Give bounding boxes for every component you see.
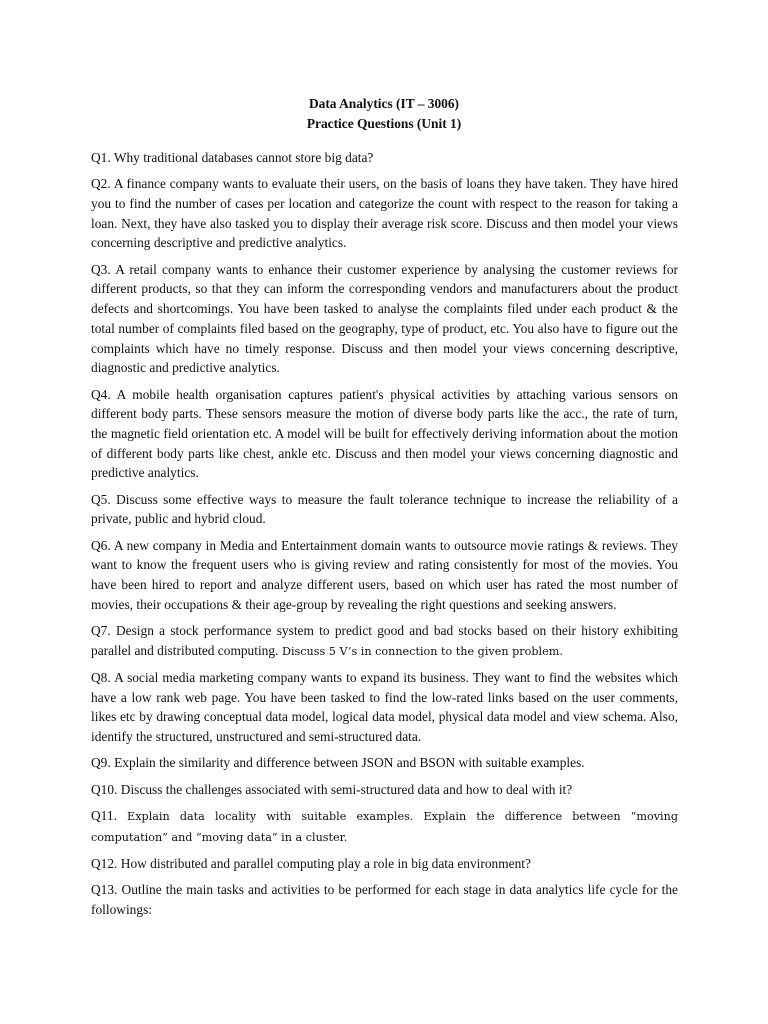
question-7 [91,621,678,661]
question-text: Explain data locality with suitable examples. Explain the difference between “moving computation” and “moving data” in a cluster. [91,810,678,844]
question-6 [91,536,678,615]
question-12 [91,854,678,874]
question-number: Q8. [91,670,111,686]
question-text: A retail company wants to enhance their customer experience by analysing the customer reviews for different products, so that they can inform the corresponding vendors and manufacturers about the product defects and shortcomings. You have been tasked to analyse the complaints filed under each product & the total number of complaints filed based on the geography, type of product, etc. You also have to figure out the complaints which have no timely response. Discuss and then model your views concerning descriptive, diagnostic and predictive analytics. [91,261,679,376]
question-3 [91,260,678,378]
question-number: Q7. [91,623,111,639]
course-title: Data Analytics (IT – 3006) [308,96,460,111]
question-text: A mobile health organisation captures patient's physical activities by attaching various sensors on different body parts. These sensors measure the motion of diverse body parts like the acc., the rate of turn, the magnetic field orientation etc. A model will be built for effectively deriving information about the motion of different body parts like chest, ankle etc. Discuss and then model your views concerning diagnostic and predictive analytics. [91,386,679,481]
question-text: Discuss the challenges associated with semi-structured data and how to deal with it? [120,781,573,797]
question-13 [91,880,678,919]
question-number: Q11. [91,808,117,824]
question-list [91,148,678,926]
question-number: Q13. [91,882,118,898]
question-text: How distributed and parallel computing play a role in big data environment? [120,856,531,872]
question-text: A finance company wants to evaluate their users, on the basis of loans they have taken. They have hired you to find the number of cases per location and categorize the count with respect to the reason for taking a loan. Next, they have also tasked you to display their average risk score. Discuss and then model your views concerning descriptive and predictive analytics. [91,176,679,251]
question-text: Explain the similarity and difference between JSON and BSON with suitable examples. [114,755,585,771]
practice-subtitle: Practice Questions (Unit 1) [306,116,462,131]
question-1 [91,148,678,168]
question-2 [91,174,678,253]
question-number: Q6. [91,537,111,553]
question-text: Discuss some effective ways to measure the fault tolerance technique to increase the reliability of a private, public and hybrid cloud. [91,491,678,527]
question-8 [91,668,678,747]
question-number: Q3. [91,261,111,277]
question-number: Q12. [91,856,118,872]
question-5 [91,490,678,529]
question-number: Q2. [91,176,111,192]
question-9 [91,753,678,773]
question-number: Q10. [91,781,118,797]
question-number: Q4. [91,386,111,402]
question-number: Q5. [91,491,111,507]
question-text: A new company in Media and Entertainment domain wants to outsource movie ratings & reviews. They want to know the frequent users who is giving review and rating consistently for most of the movies. You have been hired to report and analyze different users, based on which user has rated the most number of movies, their occupations & their age-group by revealing the right questions and seeking answers. [91,537,679,612]
question-number: Q9. [91,755,111,771]
question-text: Design a stock performance system to predict good and bad stocks based on their history exhibiting parallel and distributed computing. [91,623,678,658]
question-text: A social media marketing company wants to expand its business. They want to find the websites which have a low rank web page. You have been tasked to find the low-rated links based on the user comments, likes etc by drawing conceptual data model, logical data model, physical data model and view schema. Also, identify the structured, unstructured and semi-structured data. [91,670,678,745]
document-header [0,94,768,134]
question-text: Outline the main tasks and activities to be performed for each stage in data analytics life cycle for the followings: [91,882,678,918]
question-11 [91,806,678,847]
question-number: Q1. [91,150,111,165]
question-text-continued: Discuss 5 V’s in connection to the given problem. [278,644,563,658]
question-10 [91,780,678,800]
question-4 [91,385,678,484]
question-text: Why traditional databases cannot store big data? [113,150,374,165]
